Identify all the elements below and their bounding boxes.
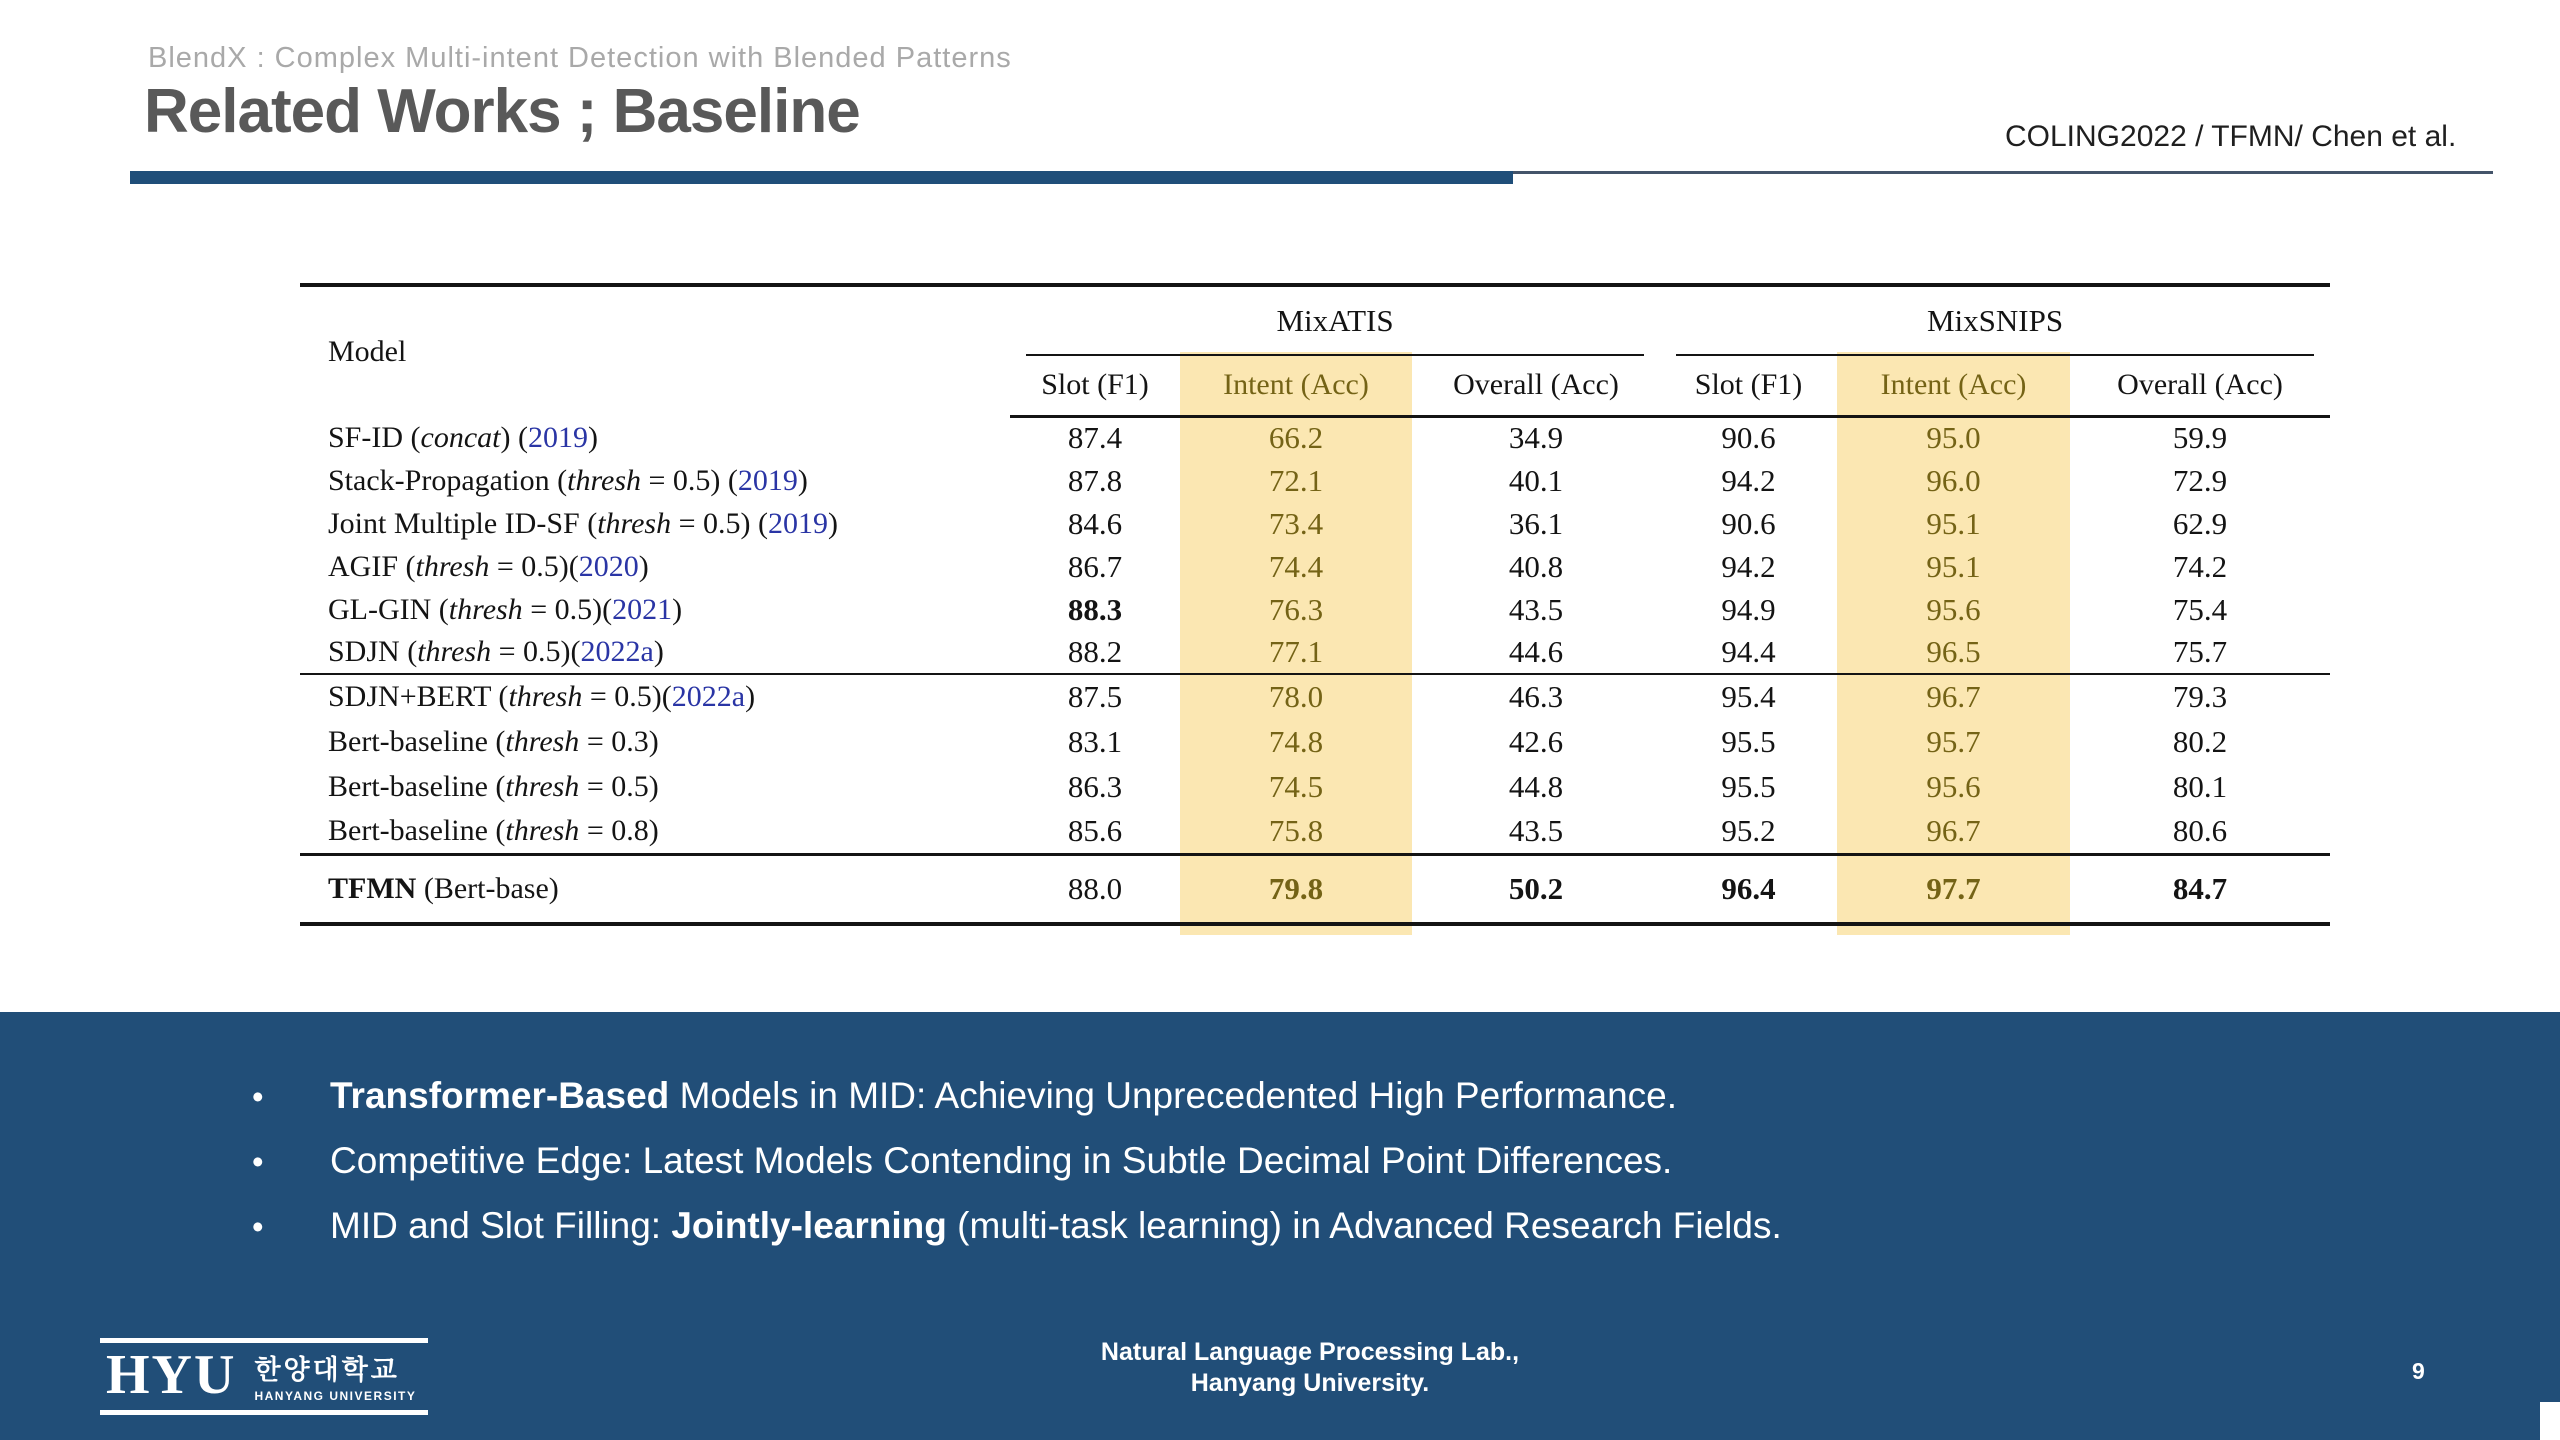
value-cell: 95.1 <box>1926 548 1981 584</box>
value-cell: 96.4 <box>1660 854 1837 924</box>
text-segment: AGIF ( <box>328 549 416 583</box>
bullet-text <box>330 1075 1677 1116</box>
value-cell: 95.0 <box>1926 420 1981 456</box>
model-cell <box>300 674 1010 719</box>
value-cell: 72.9 <box>2172 462 2228 498</box>
value-cell: 95.1 <box>1926 505 1981 541</box>
text-segment: = 0.5) <box>579 769 659 803</box>
text-segment: 2020 <box>578 549 639 583</box>
value-cell: 74.8 <box>1268 723 1324 759</box>
value-cell: 44.6 <box>1412 631 1660 674</box>
value-cell: 95.6 <box>1926 591 1981 627</box>
value-cell: 86.7 <box>1067 548 1123 584</box>
table-row <box>300 588 2330 631</box>
bullet-text <box>330 1205 1782 1246</box>
hyu-logo-side <box>254 1348 416 1403</box>
corner-notch <box>2540 1402 2560 1440</box>
value-cell: 77.1 <box>1180 631 1412 674</box>
text-segment: (Bert-base) <box>416 871 559 905</box>
value-cell: 90.6 <box>1721 420 1776 456</box>
text-segment: thresh <box>567 463 641 497</box>
text-segment: = 0.5)( <box>522 592 613 626</box>
table-row <box>300 719 2330 764</box>
value-cell: 76.3 <box>1268 591 1324 627</box>
value-cell: 95.5 <box>1721 723 1776 759</box>
bullet-list <box>0 1012 2560 1259</box>
value-cell: 85.6 <box>1010 809 1180 854</box>
model-cell <box>300 854 1010 924</box>
value-cell: 95.5 <box>1721 768 1776 804</box>
value-cell: 97.7 <box>1837 854 2070 924</box>
hyu-logo-acronym: HYU <box>106 1343 237 1406</box>
bullet-item <box>0 1064 2560 1129</box>
text-segment: = 0.8) <box>579 813 659 847</box>
group-header-mixatis <box>1010 285 1660 356</box>
model-cell <box>300 588 1010 631</box>
value-cell: 62.9 <box>2172 505 2228 541</box>
text-segment: ) ( <box>500 420 528 454</box>
presentation-kicker: BlendX : Complex Multi-intent Detection with Blended Patterns <box>148 42 1012 74</box>
text-segment: Stack-Propagation ( <box>328 463 568 497</box>
text-segment: 2022a <box>580 635 654 668</box>
value-cell: 75.7 <box>2070 631 2330 674</box>
value-cell: 43.5 <box>1508 591 1564 627</box>
table-row <box>300 459 2330 502</box>
value-cell: 95.6 <box>1926 768 1981 804</box>
text-segment: ) <box>745 680 756 713</box>
value-cell: 50.2 <box>1412 854 1660 924</box>
text-segment: thresh <box>415 549 490 583</box>
value-cell: 79.8 <box>1180 854 1412 924</box>
model-cell <box>300 631 1010 674</box>
group-header-mixsnips-label: MixSNIPS <box>1926 302 2064 338</box>
value-cell: 88.0 <box>1010 854 1180 924</box>
text-segment: GL-GIN ( <box>328 592 449 626</box>
value-cell: 46.3 <box>1508 679 1564 714</box>
text-segment: SDJN+BERT ( <box>328 680 509 713</box>
value-cell: 66.2 <box>1268 420 1324 456</box>
value-cell: 40.8 <box>1508 548 1564 584</box>
table-row <box>300 764 2330 809</box>
value-cell: 87.8 <box>1067 462 1123 498</box>
bullet-dot: • <box>252 1208 264 1245</box>
lab-credit-line2: Hanyang University. <box>1190 1369 1430 1397</box>
value-cell: 74.5 <box>1268 768 1324 804</box>
text-segment: Competitive Edge: Latest Models Contending in Subtle Decimal Point Differences. <box>330 1140 1673 1181</box>
value-cell: 96.7 <box>1837 809 2070 854</box>
lab-credit-line1: Natural Language Processing Lab., <box>1100 1338 1520 1366</box>
text-segment: Bert-baseline ( <box>328 813 506 847</box>
text-segment: thresh <box>508 680 583 713</box>
bullet-dot: • <box>252 1143 264 1180</box>
text-segment: MID and Slot Filling: <box>330 1205 672 1246</box>
page-number: 9 <box>2412 1358 2425 1384</box>
value-cell: 84.6 <box>1067 505 1123 541</box>
value-cell: 90.6 <box>1721 505 1776 541</box>
page-title: Related Works ; Baseline <box>144 77 860 146</box>
column-header-slot-f1-mixatis: Slot (F1) <box>1010 356 1180 416</box>
hyu-logo-korean: 한양대학교 <box>254 1355 400 1385</box>
title-underline-thin-line <box>1513 171 2493 174</box>
value-cell: 94.4 <box>1660 631 1837 674</box>
column-header-intent-acc-mixatis: Intent (Acc) <box>1180 356 1412 416</box>
text-segment: 2019 <box>767 506 828 540</box>
model-cell <box>300 502 1010 545</box>
value-cell: 36.1 <box>1508 505 1564 541</box>
text-segment: thresh <box>597 506 672 540</box>
value-cell: 86.3 <box>1067 768 1123 804</box>
baseline-results-table <box>300 283 2330 926</box>
text-segment: Transformer-Based <box>330 1075 670 1116</box>
table-body <box>300 416 2330 924</box>
text-segment: ) <box>653 635 664 668</box>
value-cell: 96.5 <box>1837 631 2070 674</box>
text-segment: thresh <box>505 769 580 803</box>
lab-credit <box>1101 1337 1519 1399</box>
text-segment: = 0.5) ( <box>641 463 738 497</box>
text-segment: 2019 <box>737 463 798 497</box>
value-cell: 96.7 <box>1926 679 1981 714</box>
bullet-text <box>330 1140 1672 1181</box>
column-header-model: Model <box>328 334 407 368</box>
bullet-item <box>0 1194 2560 1259</box>
value-cell: 88.2 <box>1010 631 1180 674</box>
model-cell <box>300 764 1010 809</box>
table-row <box>300 854 2330 924</box>
value-cell: 40.1 <box>1508 462 1564 498</box>
citation-reference: COLING2022 / TFMN/ Chen et al. <box>2005 120 2457 153</box>
value-cell: 83.1 <box>1067 723 1123 759</box>
text-segment: ) <box>672 592 683 626</box>
group-header-row <box>300 285 2330 356</box>
bullet-dot: • <box>252 1078 264 1115</box>
group-header-mixatis-label: MixATIS <box>1276 302 1394 338</box>
value-cell: 95.2 <box>1660 809 1837 854</box>
text-segment: concat <box>420 420 501 454</box>
column-header-overall-acc-mixsnips: Overall (Acc) <box>2070 356 2330 416</box>
text-segment: = 0.5)( <box>582 680 672 713</box>
text-segment: SF-ID ( <box>328 420 421 454</box>
value-cell: 74.4 <box>1268 548 1324 584</box>
text-segment: thresh <box>417 635 492 668</box>
text-segment: SDJN ( <box>328 635 418 668</box>
text-segment: ) <box>797 463 808 497</box>
value-cell: 79.3 <box>2172 679 2228 714</box>
value-cell: 94.2 <box>1721 462 1776 498</box>
title-underline-bar <box>130 171 1513 184</box>
text-segment: Bert-baseline ( <box>328 724 506 758</box>
model-cell <box>300 416 1010 459</box>
value-cell: 34.9 <box>1508 420 1564 456</box>
text-segment: ) <box>638 549 649 583</box>
text-segment: ) <box>587 420 598 454</box>
table-row <box>300 631 2330 674</box>
table-row <box>300 545 2330 588</box>
value-cell: 96.0 <box>1926 462 1981 498</box>
table-header <box>300 285 2330 416</box>
value-cell: 88.3 <box>1067 591 1123 627</box>
summary-banner <box>0 1012 2560 1440</box>
text-segment: thresh <box>505 813 580 847</box>
model-cell <box>300 809 1010 854</box>
text-segment: 2021 <box>612 592 673 626</box>
text-segment: ) <box>827 506 838 540</box>
value-cell: 94.9 <box>1721 591 1776 627</box>
hyu-logo <box>100 1338 428 1415</box>
text-segment: = 0.5) ( <box>671 506 768 540</box>
text-segment: Bert-baseline ( <box>328 769 506 803</box>
text-segment: = 0.5)( <box>489 549 579 583</box>
value-cell: 95.4 <box>1721 679 1776 714</box>
value-cell: 75.4 <box>2172 591 2228 627</box>
text-segment: (multi-task learning) in Advanced Research Fields. <box>946 1205 1782 1246</box>
value-cell: 80.6 <box>2070 809 2330 854</box>
column-header-intent-acc-mixsnips: Intent (Acc) <box>1837 356 2070 416</box>
table-row <box>300 502 2330 545</box>
value-cell: 80.2 <box>2172 723 2228 759</box>
results-table-region <box>300 283 2330 926</box>
value-cell: 73.4 <box>1268 505 1324 541</box>
model-cell <box>300 459 1010 502</box>
value-cell: 87.5 <box>1067 679 1123 714</box>
text-segment: Joint Multiple ID-SF ( <box>328 506 598 540</box>
bullet-item <box>0 1129 2560 1194</box>
value-cell: 87.4 <box>1067 420 1123 456</box>
value-cell: 80.1 <box>2172 768 2228 804</box>
table-row <box>300 416 2330 459</box>
table-row <box>300 809 2330 854</box>
text-segment: thresh <box>505 724 580 758</box>
value-cell: 44.8 <box>1508 768 1564 804</box>
value-cell: 43.5 <box>1412 809 1660 854</box>
model-cell <box>300 545 1010 588</box>
value-cell: 94.2 <box>1721 548 1776 584</box>
text-segment: TFMN <box>328 871 417 905</box>
text-segment: 2019 <box>527 420 588 454</box>
text-segment: = 0.5)( <box>491 635 581 668</box>
text-segment: 2022a <box>671 680 746 713</box>
value-cell: 59.9 <box>2172 420 2228 456</box>
text-segment: thresh <box>448 592 523 626</box>
value-cell: 78.0 <box>1268 679 1324 714</box>
value-cell: 84.7 <box>2070 854 2330 924</box>
value-cell: 74.2 <box>2172 548 2228 584</box>
group-header-mixsnips <box>1660 285 2330 356</box>
value-cell: 72.1 <box>1268 462 1324 498</box>
text-segment: Jointly-learning <box>671 1205 947 1246</box>
column-header-overall-acc-mixatis: Overall (Acc) <box>1412 356 1660 416</box>
value-cell: 95.7 <box>1926 723 1981 759</box>
value-cell: 75.8 <box>1180 809 1412 854</box>
text-segment: = 0.3) <box>579 724 659 758</box>
hyu-logo-english: HANYANG UNIVERSITY <box>254 1389 417 1403</box>
column-header-slot-f1-mixsnips: Slot (F1) <box>1660 356 1837 416</box>
value-cell: 42.6 <box>1508 723 1564 759</box>
table-row <box>300 674 2330 719</box>
model-cell <box>300 719 1010 764</box>
text-segment: Models in MID: Achieving Unprecedented High Performance. <box>669 1075 1678 1116</box>
